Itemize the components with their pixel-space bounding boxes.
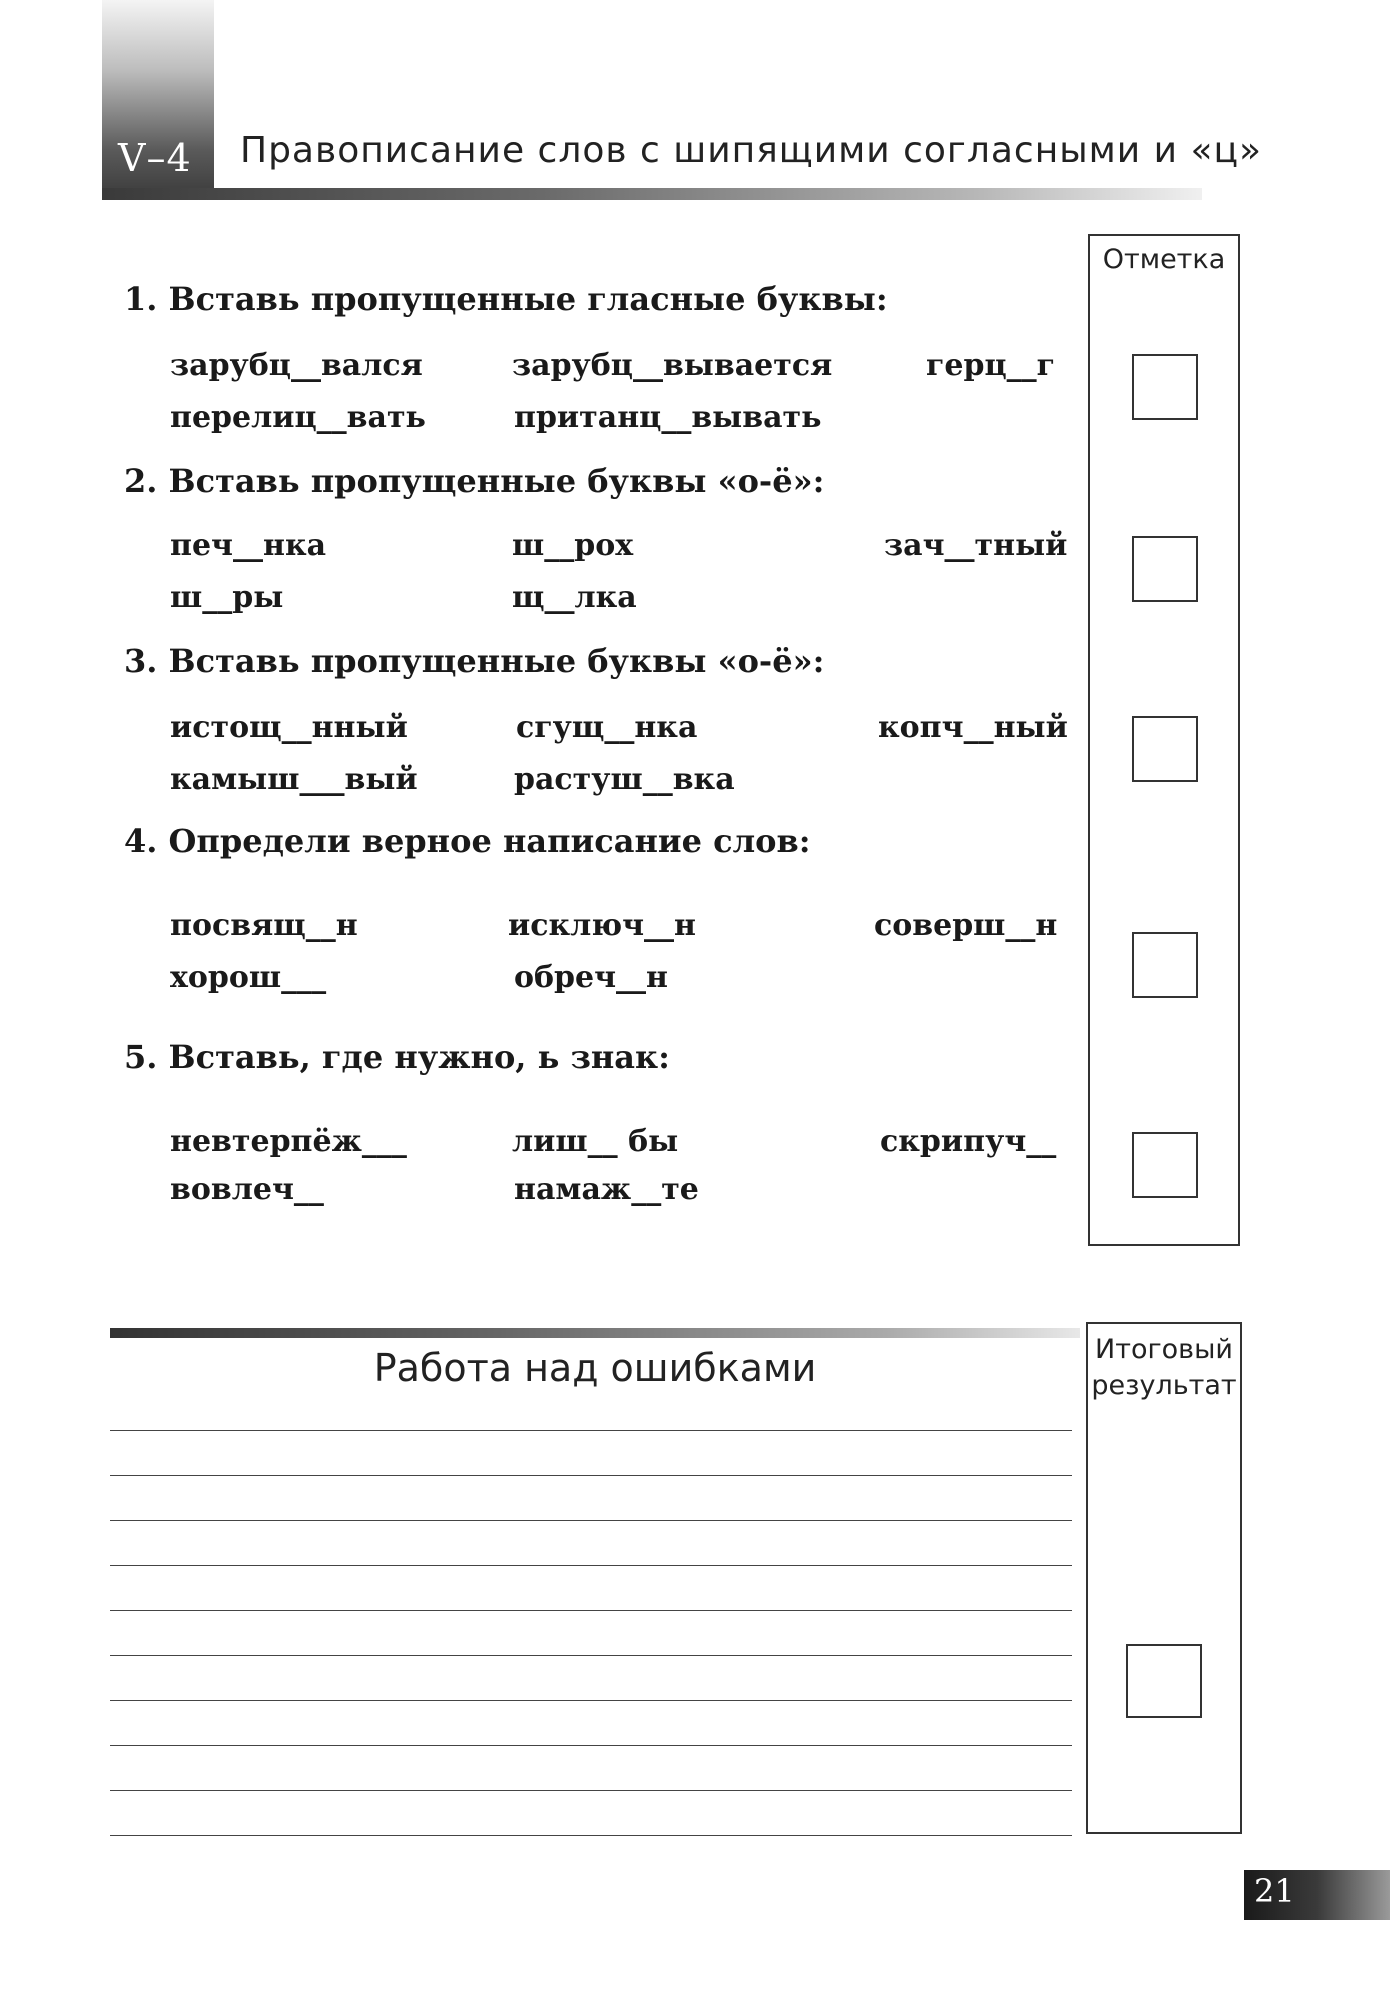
- task-2-word-4: ш__ры: [170, 580, 284, 615]
- task-5-title: 5. Вставь, где нужно, ь знак:: [124, 1038, 670, 1076]
- writing-line[interactable]: [110, 1790, 1072, 1791]
- writing-line[interactable]: [110, 1610, 1072, 1611]
- task-2-word-1: печ__нка: [170, 528, 327, 563]
- task-1-word-4: перелиц__вать: [170, 400, 426, 435]
- writing-line[interactable]: [110, 1475, 1072, 1476]
- task-3-word-1: истощ__нный: [170, 710, 408, 745]
- task-1-word-5: пританц__вывать: [514, 400, 822, 435]
- task-2-title: 2. Вставь пропущенные буквы «о-ё»:: [124, 462, 825, 500]
- task-2-word-2: ш__рох: [512, 528, 634, 563]
- task-5-word-4: вовлеч__: [170, 1172, 324, 1207]
- task-1-title: 1. Вставь пропущенные гласные буквы:: [124, 280, 888, 318]
- task-4-word-5: обреч__н: [514, 960, 668, 995]
- task-4-word-3: соверш__н: [874, 908, 1058, 943]
- result-column: [1086, 1322, 1242, 1834]
- errors-title: Работа над ошибками: [373, 1346, 817, 1390]
- mark-box-task-4[interactable]: [1132, 932, 1198, 998]
- mark-box-task-3[interactable]: [1132, 716, 1198, 782]
- writing-line[interactable]: [110, 1835, 1072, 1836]
- task-5-word-5: намаж__те: [514, 1172, 699, 1207]
- writing-line[interactable]: [110, 1745, 1072, 1746]
- task-4-word-2: исключ__н: [508, 908, 697, 943]
- task-2-word-3: зач__тный: [884, 528, 1068, 563]
- page-title: Правописание слов с шипящими согласными и «ц»: [240, 130, 1263, 171]
- writing-line[interactable]: [110, 1655, 1072, 1656]
- result-label: [1088, 1332, 1240, 1404]
- writing-line[interactable]: [110, 1430, 1072, 1431]
- task-5-word-3: скрипуч__: [880, 1124, 1057, 1159]
- task-1-word-3: герц__г: [926, 348, 1055, 383]
- mark-box-task-1[interactable]: [1132, 354, 1198, 420]
- task-4-title: 4. Определи верное написание слов:: [124, 822, 811, 860]
- task-5-word-2: лиш__ бы: [512, 1124, 679, 1159]
- errors-divider: [110, 1328, 1080, 1338]
- writing-line[interactable]: [110, 1565, 1072, 1566]
- mark-box-task-5[interactable]: [1132, 1132, 1198, 1198]
- task-3-word-5: растуш__вка: [514, 762, 735, 797]
- result-label-line-1: Итоговый: [1095, 1334, 1233, 1365]
- task-3-word-2: сгущ__нка: [516, 710, 698, 745]
- task-3-word-4: камыш___вый: [170, 762, 418, 797]
- task-3-title: 3. Вставь пропущенные буквы «о-ё»:: [124, 642, 825, 680]
- task-4-word-1: посвящ__н: [170, 908, 358, 943]
- task-5-word-1: невтерпёж___: [170, 1124, 407, 1159]
- marks-column: [1088, 234, 1240, 1246]
- writing-line[interactable]: [110, 1520, 1072, 1521]
- mark-box-task-2[interactable]: [1132, 536, 1198, 602]
- page-number: 21: [1254, 1872, 1295, 1910]
- result-box[interactable]: [1126, 1644, 1202, 1718]
- task-1-word-1: зарубц__вался: [170, 348, 423, 383]
- result-label-line-2: результат: [1091, 1370, 1237, 1401]
- marks-label: Отметка: [1102, 244, 1226, 275]
- task-3-word-3: копч__ный: [878, 710, 1068, 745]
- task-1-word-2: зарубц__вывается: [512, 348, 833, 383]
- task-4-word-4: хорош___: [170, 960, 327, 995]
- header-divider: [102, 188, 1202, 200]
- writing-line[interactable]: [110, 1700, 1072, 1701]
- section-tag: V–4: [118, 136, 192, 180]
- task-2-word-5: щ__лка: [512, 580, 637, 615]
